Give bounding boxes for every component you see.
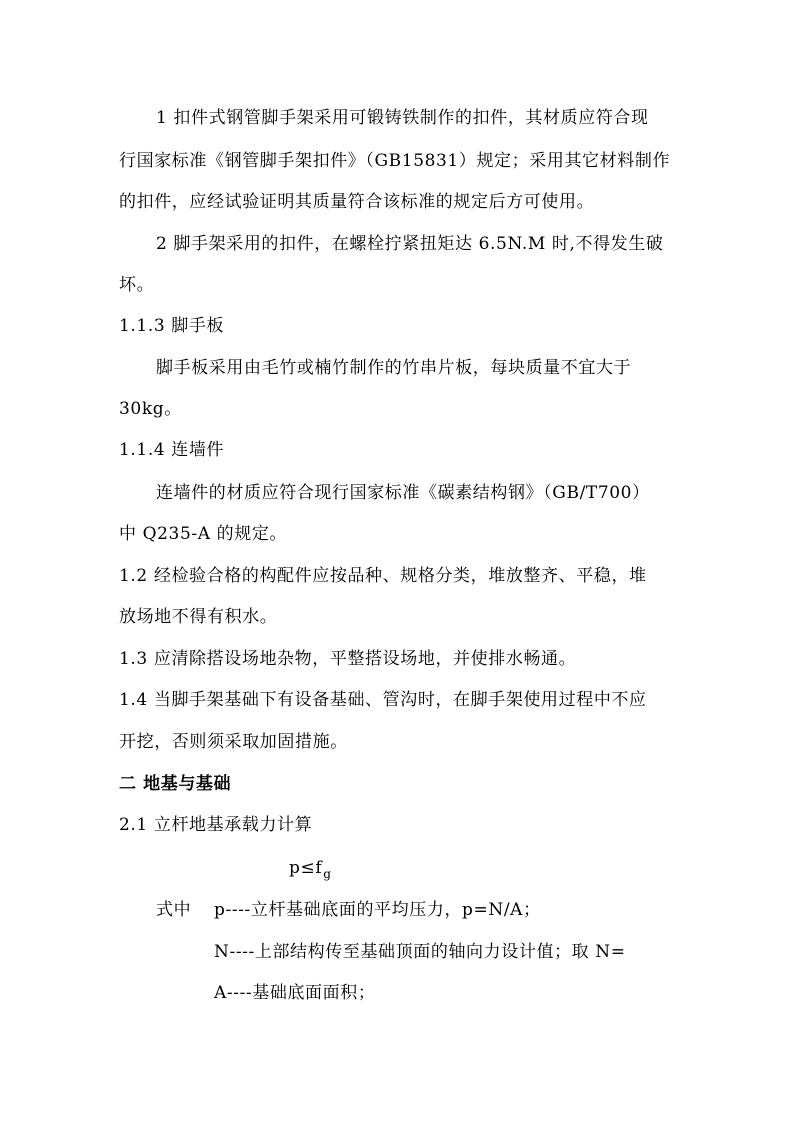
paragraph-4-line-1: 连墙件的材质应符合现行国家标准《碳素结构钢》（GB/T700）	[156, 483, 650, 503]
paragraph-4-line-2: 中 Q235-A 的规定。	[119, 524, 288, 544]
paragraph-1-2-line-2: 放场地不得有积水。	[119, 607, 278, 627]
paragraph-1-4-line-2: 开挖，否则须采取加固措施。	[119, 732, 348, 752]
formula	[289, 858, 332, 879]
heading-1-1-4: 1.1.4 连墙件	[119, 440, 225, 460]
paragraph-1-line-3: 的扣件，应经试验证明其质量符合该标准的规定后方可使用。	[119, 192, 595, 212]
paragraph-2-line-1: 2 脚手架采用的扣件，在螺栓拧紧扭矩达 6.5N.M 时,不得发生破	[156, 234, 664, 254]
paragraph-1-2-line-1: 1.2 经检验合格的构配件应按品种、规格分类，堆放整齐、平稳，堆	[119, 566, 647, 586]
formula-main: p≤f	[289, 858, 323, 878]
formula-subscript: g	[323, 867, 332, 881]
section-heading-2: 二 地基与基础	[119, 774, 232, 794]
definition-p: p----立杆基础底面的平均压力，p=N/A；	[214, 900, 541, 920]
heading-2-1: 2.1 立杆地基承载力计算	[119, 815, 313, 835]
paragraph-1-3: 1.3 应清除搭设场地杂物，平整搭设场地，并使排水畅通。	[119, 649, 577, 669]
definition-n: N----上部结构传至基础顶面的轴向力设计值；取 N=	[214, 942, 626, 962]
paragraph-1-4-line-1: 1.4 当脚手架基础下有设备基础、管沟时，在脚手架使用过程中不应	[119, 690, 647, 710]
where-label: 式中	[156, 900, 192, 920]
heading-1-1-3: 1.1.3 脚手板	[119, 316, 225, 336]
paragraph-1-line-2: 行国家标准《钢管脚手架扣件》（GB15831）规定；采用其它材料制作	[119, 151, 671, 171]
paragraph-1-line-1: 1 扣件式钢管脚手架采用可锻铸铁制作的扣件，其材质应符合现	[156, 108, 649, 128]
paragraph-3-line-1: 脚手板采用由毛竹或楠竹制作的竹串片板，每块质量不宜大于	[156, 358, 632, 378]
paragraph-2-line-2: 坏。	[119, 275, 155, 295]
paragraph-3-line-2: 30kg。	[119, 399, 182, 419]
definition-a: A----基础底面面积；	[214, 983, 376, 1003]
